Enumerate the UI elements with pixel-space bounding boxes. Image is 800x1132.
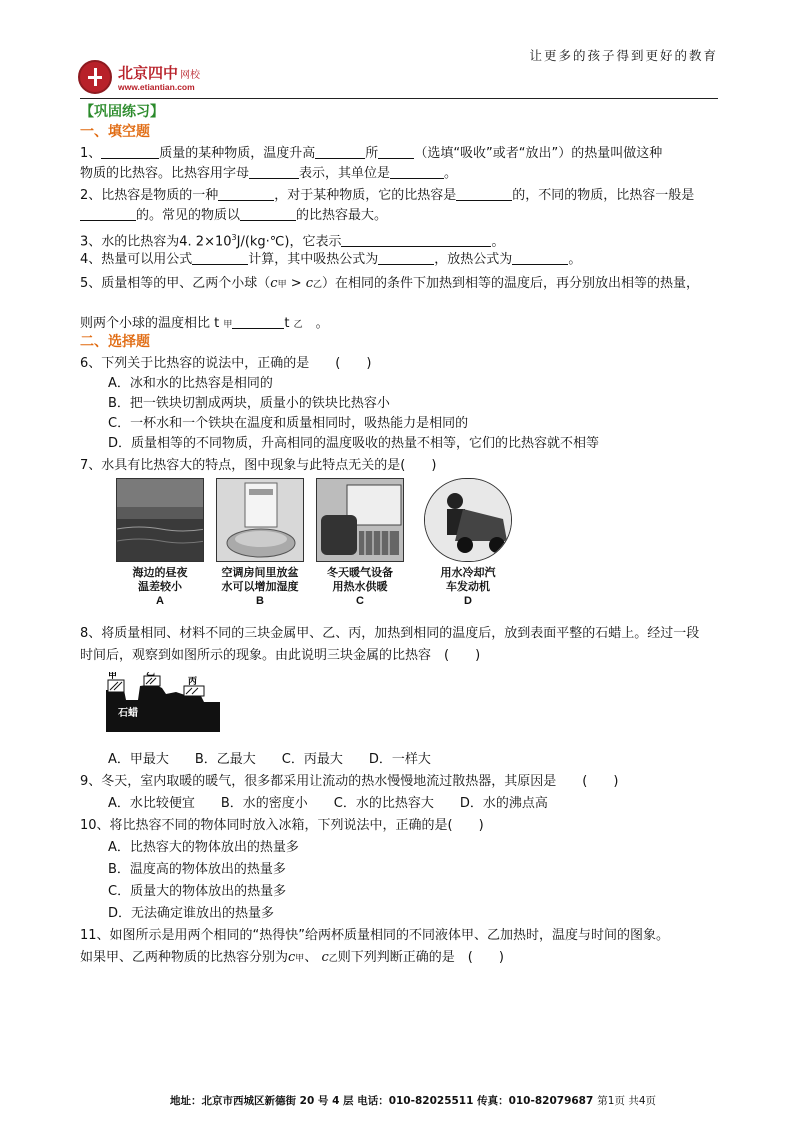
question-10-option-d: D．无法确定谁放出的热量多 bbox=[108, 906, 275, 921]
logo-name: 北京四中 网校 bbox=[118, 64, 201, 82]
question-7-figures bbox=[116, 478, 516, 612]
question-6-stem: 6、下列关于比热容的说法中，正确的是 ( ) bbox=[80, 356, 372, 371]
header-divider bbox=[80, 98, 718, 99]
question-7-stem: 7、水具有比热容大的特点，图中现象与此特点无关的是( ) bbox=[80, 458, 437, 473]
engine-cooling-photo bbox=[424, 478, 512, 562]
question-6-option-b: B．把一铁块切割成两块，质量小的铁块比热容小 bbox=[108, 396, 390, 411]
figure-d-caption: 用水冷却汽 车发动机 D bbox=[440, 566, 496, 607]
figure-a-seaside bbox=[116, 478, 204, 612]
logo-seal-icon bbox=[78, 60, 112, 94]
question-2-line-1: 2、比热容是物质的一种 ，对于某种物质，它的比热容是 的，不同的物质，比热容一般是 bbox=[80, 188, 695, 203]
question-11-line-2: 如果甲、乙两种物质的比热容分别为c甲、 c乙则下列判断正确的是 ( ) bbox=[80, 950, 504, 965]
metal-bing-label: 丙 bbox=[188, 677, 198, 687]
figure-b-caption: 空调房间里放盆 水可以增加湿度 B bbox=[221, 566, 299, 607]
radiator-photo bbox=[316, 478, 404, 562]
question-6-option-d: D．质量相等的不同物质，升高相同的温度吸收的热量不相等，它们的比热容就不相等 bbox=[108, 436, 600, 451]
section-fill-blank-title: 一、填空题 bbox=[80, 124, 150, 140]
footer-contact: 地址：北京市西城区新德街 20 号 4 层 电话：010-82025511 传真：010-82079687 bbox=[170, 1095, 594, 1107]
figure-c-radiator bbox=[316, 478, 404, 612]
water-basin-photo bbox=[216, 478, 304, 562]
question-6-option-c: C．一杯水和一个铁块在温度和质量相同时，吸热能力是相同的 bbox=[108, 416, 469, 431]
question-8-options: A．甲最大 B．乙最大 C．丙最大 D．一样大 bbox=[108, 752, 431, 767]
question-9-stem: 9、冬天，室内取暖的暖气，很多都采用让流动的热水慢慢地流过散热器，其原因是 ( ) bbox=[80, 774, 619, 789]
header-slogan: 让更多的孩子得到更好的教育 bbox=[529, 48, 718, 63]
metal-jia-label: 甲 bbox=[108, 672, 118, 681]
question-3: 3、水的比热容为4. $2\times 10^3J/(kg\cdot℃)$，它表示 。 bbox=[80, 233, 505, 250]
wax-label: 石蜡 bbox=[118, 708, 138, 719]
question-8-line-2: 时间后，观察到如图所示的现象。由此说明三块金属的比热容 ( ) bbox=[80, 648, 481, 663]
question-1-line-2: 物质的比热容。比热容用字母 表示，其单位是 。 bbox=[80, 166, 458, 181]
section-choice-title: 二、选择题 bbox=[80, 334, 150, 350]
page-number: 第1页 共4页 bbox=[597, 1095, 656, 1107]
figure-a-caption: 海边的昼夜 温差较小 A bbox=[132, 566, 188, 607]
figure-d-engine-cooling bbox=[424, 478, 512, 612]
page-footer bbox=[170, 1093, 656, 1108]
question-5-line-1: 5、质量相等的甲、乙两个小球（c甲 > c乙）在相同的条件下加热到相等的温度后，再分别放出相等的热量， bbox=[80, 276, 700, 291]
question-6-option-a: A．冰和水的比热容是相同的 bbox=[108, 376, 273, 391]
logo-url: www.etiantian.com bbox=[118, 82, 195, 92]
question-4: 4、热量可以用公式 计算，其中吸热公式为 ，放热公式为 。 bbox=[80, 252, 582, 267]
metal-yi-label: 乙 bbox=[146, 672, 156, 678]
question-10-stem: 10、将比热容不同的物体同时放入冰箱，下列说法中，正确的是( ) bbox=[80, 818, 484, 833]
question-9-options: A．水比较便宜 B．水的密度小 C．水的比热容大 D．水的沸点高 bbox=[108, 796, 548, 811]
seaside-photo bbox=[116, 478, 204, 562]
question-10-option-b: B．温度高的物体放出的热量多 bbox=[108, 862, 286, 877]
question-10-option-c: C．质量大的物体放出的热量多 bbox=[108, 884, 287, 899]
question-1-line-1: 1、 质量的某种物质，温度升高 所 （选填“吸收”或者“放出”）的热量叫做这种 bbox=[80, 146, 663, 161]
exercise-tag: 【巩固练习】 bbox=[80, 104, 164, 120]
question-2-line-2: 的。常见的物质以 的比热容最大。 bbox=[80, 208, 387, 224]
question-11-line-1: 11、如图所示是用两个相同的“热得快”给两杯质量相同的不同液体甲、乙加热时，温度与时间的图象。 bbox=[80, 928, 670, 943]
paraffin-wax-figure bbox=[104, 672, 222, 734]
school-logo bbox=[78, 60, 278, 100]
question-10-option-a: A．比热容大的物体放出的热量多 bbox=[108, 840, 299, 855]
figure-c-caption: 冬天暖气设备 用热水供暖 C bbox=[327, 566, 393, 607]
question-5-line-2: 则两个小球的温度相比 t 甲 t 乙 。 bbox=[80, 316, 329, 331]
question-8-line-1: 8、将质量相同、材料不同的三块金属甲、乙、丙，加热到相同的温度后，放到表面平整的石蜡上。经过一段 bbox=[80, 626, 700, 641]
figure-b-water-basin bbox=[216, 478, 304, 612]
